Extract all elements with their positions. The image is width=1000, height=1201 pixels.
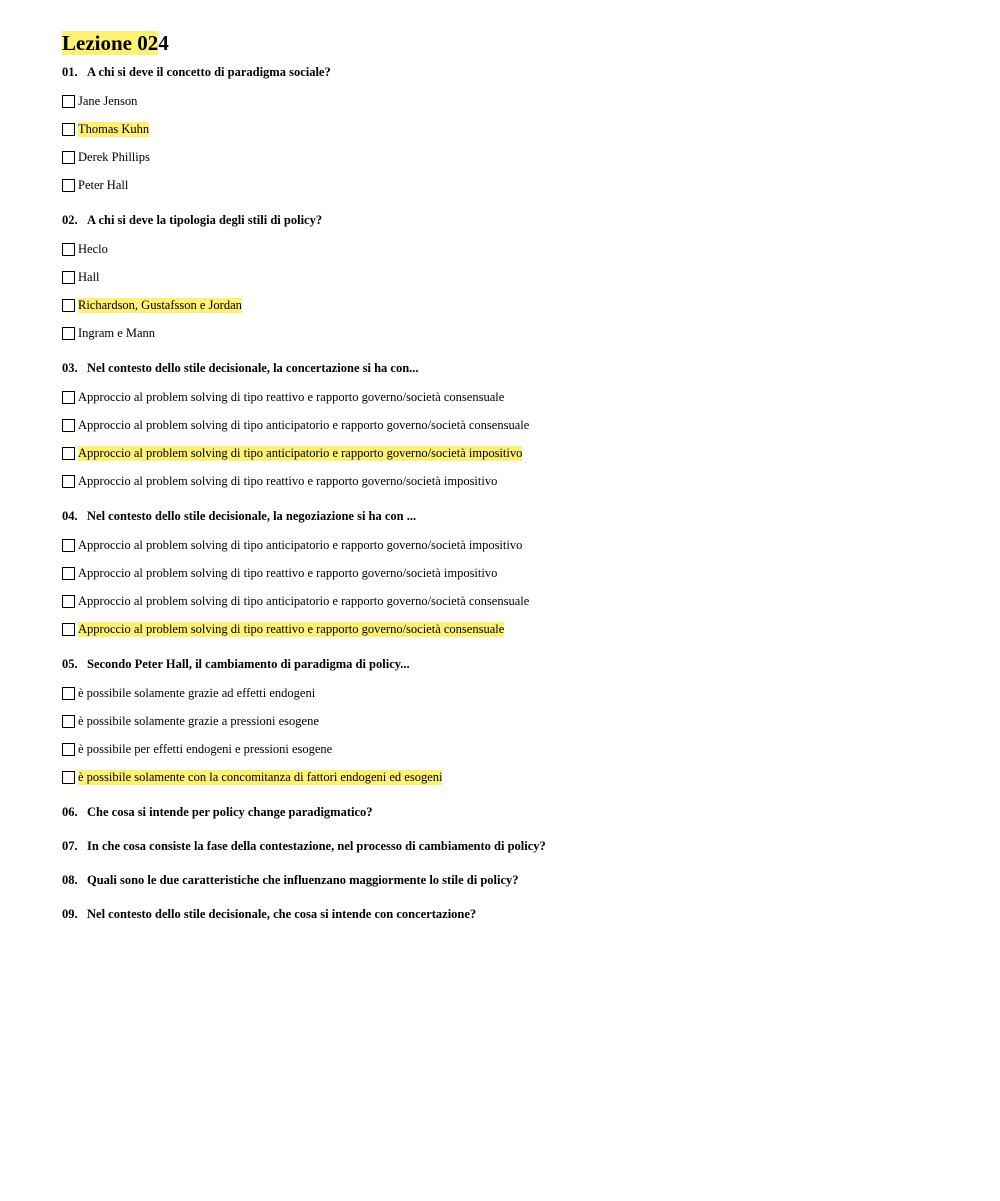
- answer-checkbox[interactable]: [62, 623, 75, 636]
- answer-checkbox[interactable]: [62, 447, 75, 460]
- answer-label: Heclo: [78, 241, 108, 256]
- answer-label-correct: Richardson, Gustafsson e Jordan: [78, 297, 242, 312]
- question-body: Nel contesto dello stile decisionale, che cosa si intende con concertazione?: [87, 907, 477, 921]
- question-body: A chi si deve la tipologia degli stili di policy?: [87, 213, 323, 227]
- question-text: [62, 360, 962, 377]
- answer-label: è possibile solamente grazie a pressioni esogene: [78, 713, 319, 728]
- open-question-block: [62, 872, 962, 889]
- answer-label: Jane Jenson: [78, 93, 138, 108]
- open-question-block: [62, 838, 962, 855]
- answer-checkbox[interactable]: [62, 567, 75, 580]
- answer-option[interactable]: [62, 763, 962, 791]
- question-body: Secondo Peter Hall, il cambiamento di paradigma di policy...: [87, 657, 410, 671]
- answer-option[interactable]: [62, 615, 962, 643]
- answer-option[interactable]: [62, 383, 962, 411]
- question-body: Quali sono le due caratteristiche che influenzano maggiormente lo stile di policy?: [87, 873, 519, 887]
- answer-option[interactable]: [62, 87, 962, 115]
- question-number: 04.: [62, 509, 78, 523]
- answer-option[interactable]: [62, 531, 962, 559]
- answer-checkbox[interactable]: [62, 419, 75, 432]
- answer-label: Approccio al problem solving di tipo anticipatorio e rapporto governo/società consensuale: [78, 593, 530, 608]
- open-question-list: [62, 804, 962, 923]
- answer-label: Derek Phillips: [78, 149, 150, 164]
- answer-label: Approccio al problem solving di tipo anticipatorio e rapporto governo/società consensuale: [78, 417, 530, 432]
- answer-checkbox[interactable]: [62, 299, 75, 312]
- question-number: 03.: [62, 361, 78, 375]
- answer-checkbox[interactable]: [62, 771, 75, 784]
- answer-option[interactable]: [62, 679, 962, 707]
- answer-label-correct: è possibile solamente con la concomitanza di fattori endogeni ed esogeni: [78, 769, 443, 784]
- answer-checkbox[interactable]: [62, 595, 75, 608]
- question-body: A chi si deve il concetto di paradigma sociale?: [87, 65, 331, 79]
- answer-checkbox[interactable]: [62, 327, 75, 340]
- question-text: [62, 64, 962, 81]
- answer-checkbox[interactable]: [62, 179, 75, 192]
- answer-option[interactable]: [62, 319, 962, 347]
- question-block: [62, 360, 962, 495]
- question-number: 09.: [62, 907, 78, 921]
- question-number: 07.: [62, 839, 78, 853]
- question-text: [62, 906, 962, 923]
- answer-label-correct: Thomas Kuhn: [78, 121, 150, 136]
- question-number: 06.: [62, 805, 78, 819]
- answer-label-correct: Approccio al problem solving di tipo reattivo e rapporto governo/società consensuale: [78, 621, 505, 636]
- question-list: [62, 64, 962, 791]
- answer-option[interactable]: [62, 559, 962, 587]
- page-title: [62, 30, 962, 56]
- answer-option[interactable]: [62, 263, 962, 291]
- answer-checkbox[interactable]: [62, 687, 75, 700]
- answer-option[interactable]: [62, 411, 962, 439]
- answer-option[interactable]: [62, 291, 962, 319]
- open-question-block: [62, 804, 962, 821]
- answer-label: Approccio al problem solving di tipo reattivo e rapporto governo/società consensuale: [78, 389, 505, 404]
- question-text: [62, 804, 962, 821]
- question-number: 05.: [62, 657, 78, 671]
- answer-checkbox[interactable]: [62, 475, 75, 488]
- question-text: [62, 872, 962, 889]
- question-block: [62, 656, 962, 791]
- question-body: Nel contesto dello stile decisionale, la negoziazione si ha con ...: [87, 509, 417, 523]
- question-body: In che cosa consiste la fase della contestazione, nel processo di cambiamento di policy?: [87, 839, 546, 853]
- question-text: [62, 838, 962, 855]
- question-block: [62, 508, 962, 643]
- question-number: 02.: [62, 213, 78, 227]
- question-text: [62, 212, 962, 229]
- answer-checkbox[interactable]: [62, 539, 75, 552]
- answer-checkbox[interactable]: [62, 743, 75, 756]
- answer-checkbox[interactable]: [62, 123, 75, 136]
- answer-label: Approccio al problem solving di tipo reattivo e rapporto governo/società impositivo: [78, 473, 498, 488]
- answer-option[interactable]: [62, 439, 962, 467]
- answer-label-correct: Approccio al problem solving di tipo anticipatorio e rapporto governo/società impositivo: [78, 445, 523, 460]
- answer-option[interactable]: [62, 587, 962, 615]
- answer-checkbox[interactable]: [62, 391, 75, 404]
- answer-checkbox[interactable]: [62, 271, 75, 284]
- question-block: [62, 64, 962, 199]
- question-text: [62, 656, 962, 673]
- question-number: 08.: [62, 873, 78, 887]
- question-block: [62, 212, 962, 347]
- question-body: Nel contesto dello stile decisionale, la concertazione si ha con...: [87, 361, 419, 375]
- answer-option[interactable]: [62, 735, 962, 763]
- answer-label: Approccio al problem solving di tipo reattivo e rapporto governo/società impositivo: [78, 565, 498, 580]
- page-title-highlighted: Lezione 02: [62, 31, 159, 55]
- document-page: [62, 30, 962, 940]
- answer-checkbox[interactable]: [62, 243, 75, 256]
- answer-option[interactable]: [62, 707, 962, 735]
- answer-label: Peter Hall: [78, 177, 129, 192]
- answer-label: è possibile per effetti endogeni e pressioni esogene: [78, 741, 333, 756]
- answer-checkbox[interactable]: [62, 715, 75, 728]
- question-text: [62, 508, 962, 525]
- answer-option[interactable]: [62, 115, 962, 143]
- question-number: 01.: [62, 65, 78, 79]
- answer-checkbox[interactable]: [62, 151, 75, 164]
- answer-label: è possibile solamente grazie ad effetti endogeni: [78, 685, 316, 700]
- answer-option[interactable]: [62, 143, 962, 171]
- answer-label: Hall: [78, 269, 100, 284]
- answer-option[interactable]: [62, 235, 962, 263]
- page-title-rest: 4: [158, 31, 169, 55]
- question-body: Che cosa si intende per policy change paradigmatico?: [87, 805, 373, 819]
- answer-checkbox[interactable]: [62, 95, 75, 108]
- answer-label: Approccio al problem solving di tipo anticipatorio e rapporto governo/società impositivo: [78, 537, 523, 552]
- answer-label: Ingram e Mann: [78, 325, 156, 340]
- answer-option[interactable]: [62, 171, 962, 199]
- answer-option[interactable]: [62, 467, 962, 495]
- open-question-block: [62, 906, 962, 923]
